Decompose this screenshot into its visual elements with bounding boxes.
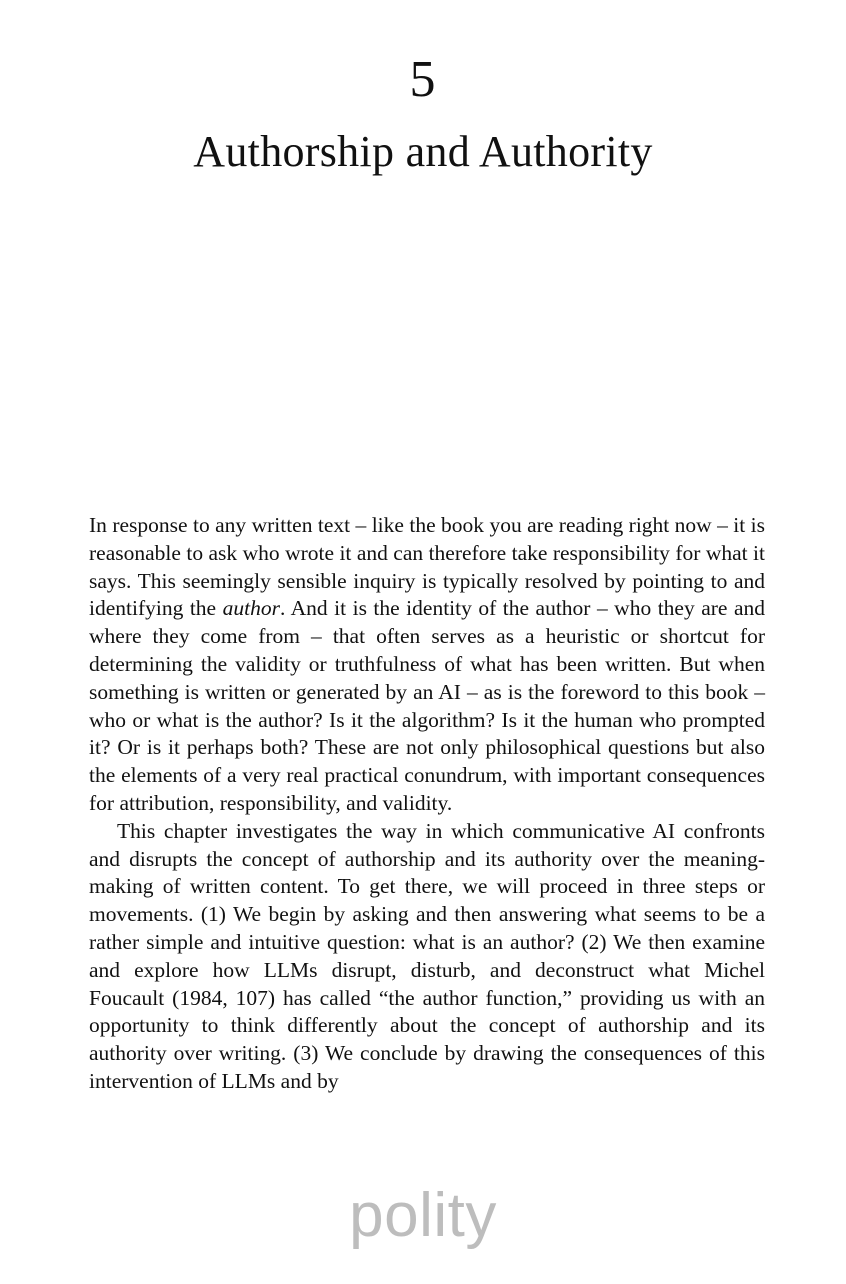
chapter-number: 5 xyxy=(409,51,437,108)
body-text xyxy=(89,512,765,1096)
publisher-watermark: polity xyxy=(349,1181,497,1250)
paragraph-1-part-1: In response to any written text – like the book you are reading right now – it is reasonable to ask who wrote it and can therefore take responsibility for what it says. This seemingly sensible inquiry is typically resolved by pointing to and identifying the xyxy=(89,513,765,621)
chapter-title: Authorship and Authority xyxy=(193,127,653,176)
paragraph-2: This chapter investigates the way in which communicative AI confronts and disrupts the concept of authorship and its authority over the meaning-making of written content. To get there, we will proceed in three steps or movements. (1) We begin by asking and then answering what seems to be a rather simple and intuitive question: what is an author? (2) We then examine and explore how LLMs disrupt, disturb, and deconstruct what Michel Foucault (1984, 107) has called “the author function,” providing us with an opportunity to think differently about the concept of authorship and its authority over writing. (3) We conclude by drawing the consequences of this intervention of LLMs and by xyxy=(89,818,765,1093)
emphasis-author: author xyxy=(222,596,280,621)
paragraph-1 xyxy=(89,512,765,818)
paragraph-1-part-2: . And it is the identity of the author – who they are and where they come from – that often serves as a heuristic or shortcut for determining the validity or truthfulness of what has been written. But when something is written or generated by an AI – as is the foreword to this book – who or what is the author? Is it the algorithm? Is it the human who prompted it? Or is it perhaps both? These are not only philosophical questions but also the elements of a very real practical conundrum, with important consequences for attribution, responsibility, and validity. xyxy=(89,596,765,815)
